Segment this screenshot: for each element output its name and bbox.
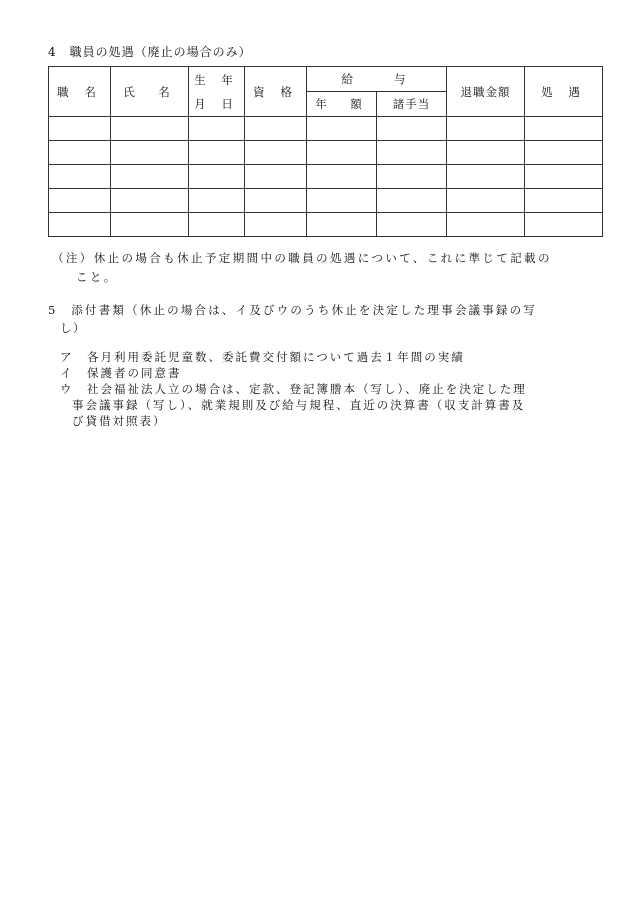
table-cell	[189, 189, 245, 213]
attachment-item-i: イ 保護者の同意書	[60, 366, 182, 380]
table-cell	[447, 117, 525, 141]
table-cell	[525, 165, 603, 189]
table-cell	[49, 117, 111, 141]
table-cell	[307, 141, 377, 165]
table-row	[49, 141, 603, 165]
table-cell	[189, 213, 245, 237]
table-note-continued: こと。	[76, 270, 118, 284]
table-cell	[245, 213, 307, 237]
table-cell	[377, 141, 447, 165]
table-cell	[189, 117, 245, 141]
table-cell	[111, 141, 189, 165]
table-cell	[447, 213, 525, 237]
section-5-title: 5 添付書類（休止の場合は、イ及びウのうち休止を決定した理事会議事録の写	[48, 303, 538, 317]
table-cell	[49, 165, 111, 189]
table-cell	[377, 117, 447, 141]
header-post: 職 名	[49, 67, 111, 117]
staff-treatment-table	[48, 66, 603, 237]
header-retirement-amount: 退職金額	[447, 67, 525, 117]
table-cell	[189, 165, 245, 189]
table-row	[49, 213, 603, 237]
header-name: 氏 名	[111, 67, 189, 117]
table-cell	[525, 117, 603, 141]
table-cell	[525, 189, 603, 213]
table-cell	[447, 189, 525, 213]
table-cell	[111, 165, 189, 189]
table-cell	[307, 189, 377, 213]
header-birthdate-line2: 月 日	[194, 96, 239, 111]
table-cell	[49, 189, 111, 213]
table-row	[49, 165, 603, 189]
attachment-item-u: ウ 社会福祉法人立の場合は、定款、登記簿謄本（写し）、廃止を決定した理	[60, 382, 527, 396]
table-cell	[111, 189, 189, 213]
table-row	[49, 117, 603, 141]
attachment-item-u-line2: 事会議事録（写し）、就業規則及び給与規程、直近の決算書（収支計算書及	[72, 398, 526, 412]
header-birthdate	[189, 67, 245, 117]
table-cell	[49, 141, 111, 165]
header-allowances: 諸手当	[377, 92, 447, 117]
table-cell	[525, 141, 603, 165]
table-row	[49, 189, 603, 213]
table-cell	[307, 165, 377, 189]
header-annual-amount: 年 額	[307, 92, 377, 117]
header-qualification: 資 格	[245, 67, 307, 117]
attachment-item-a: ア 各月利用委託児童数、委託費交付額について過去１年間の実績	[60, 350, 465, 364]
table-cell	[447, 141, 525, 165]
header-birthdate-line1: 生 年	[194, 72, 239, 87]
table-cell	[245, 141, 307, 165]
table-cell	[307, 117, 377, 141]
table-cell	[111, 213, 189, 237]
table-cell	[245, 165, 307, 189]
table-cell	[525, 213, 603, 237]
header-treatment: 処 遇	[525, 67, 603, 117]
table-cell	[377, 189, 447, 213]
table-cell	[245, 117, 307, 141]
section-4-title: 4 職員の処遇（廃止の場合のみ）	[48, 45, 252, 59]
table-cell	[377, 213, 447, 237]
table-note: （注）休止の場合も休止予定期間中の職員の処遇について、これに準じて記載の	[52, 251, 552, 265]
table-cell	[245, 189, 307, 213]
section-5-title-continued: し）	[60, 321, 86, 335]
header-salary: 給 与	[307, 67, 447, 92]
table-cell	[447, 165, 525, 189]
table-cell	[189, 141, 245, 165]
table-cell	[49, 213, 111, 237]
table-cell	[307, 213, 377, 237]
attachment-item-u-line3: び貸借対照表）	[72, 414, 167, 428]
table-cell	[111, 117, 189, 141]
table-cell	[377, 165, 447, 189]
